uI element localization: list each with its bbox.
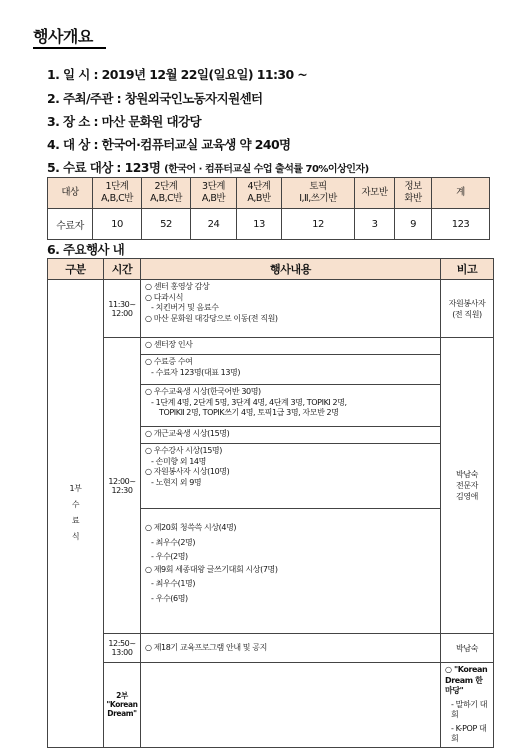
note-cell: 박남숙	[441, 634, 494, 663]
content-block: ○ 개근교육생 시상(15명)	[141, 427, 440, 444]
info-line-host: 2. 주최/주관 : 창원외국인노동자지원센터	[47, 91, 263, 106]
note-cell: 박남숙 전문자 김영애	[441, 338, 494, 634]
header-cell: 2단계 A,B,C반	[142, 178, 191, 209]
table-row	[48, 634, 494, 663]
part1-label: 1부 수 료 식	[48, 280, 104, 748]
schedule-header-row	[48, 259, 494, 280]
header-cell: 비고	[441, 259, 494, 280]
page-title: 행사개요	[33, 27, 93, 46]
value-cell: 12	[282, 209, 355, 240]
value-cell: 123	[432, 209, 490, 240]
header-cell: 행사내용	[141, 259, 441, 280]
header-cell: 3단계 A,B반	[191, 178, 237, 209]
value-cell: 52	[142, 209, 191, 240]
table-row	[48, 338, 494, 634]
table-row	[48, 663, 494, 748]
graduates-header-row	[48, 178, 490, 209]
info-line-date: 1. 일 시 : 2019년 12월 22일(일요일) 11:30 ~	[47, 67, 308, 82]
header-cell: 자모반	[355, 178, 395, 209]
value-cell: 9	[395, 209, 432, 240]
schedule-table	[47, 258, 494, 748]
info-line-graduates: 5. 수료 대상 : 123명 (한국어 · 컴퓨터교실 수업 출석률 70%이상인자)	[47, 160, 369, 175]
time-cell: 11:30~ 12:00	[104, 280, 141, 338]
content-block: ○ 제20회 청쓱쓱 시상(4명) - 최우수(2명) - 우수(2명) ○ 제9회 세종대왕 글쓰기대회 시상(7명) - 최우수(1명) - 우수(6명)	[145, 523, 278, 603]
note-cell: 자원봉사자 (전 직원)	[441, 280, 494, 338]
value-cell: 10	[93, 209, 142, 240]
time-cell: 12:50~ 13:00	[104, 634, 141, 663]
header-cell: 토픽 Ⅰ,Ⅱ,쓰기반	[282, 178, 355, 209]
content-block: ○ 센터장 인사	[141, 338, 440, 355]
content-cell: ○ 센터 홍영상 감상 ○ 다과시식 - 치킨버거 및 음료수 ○ 마산 문화원 대강당으로 이동(전 직원)	[141, 280, 441, 338]
header-cell: 정보 화반	[395, 178, 432, 209]
content-cell	[141, 338, 441, 634]
header-cell: 시간	[104, 259, 141, 280]
info-line-venue: 3. 장 소 : 마산 문화원 대강당	[47, 114, 201, 129]
time-cell	[141, 663, 441, 748]
header-cell: 대상	[48, 178, 93, 209]
content-cell: ○ 제18기 교육프로그램 안내 및 공지	[141, 634, 441, 663]
part2-label: 2부 "Korean Dream"	[104, 663, 141, 748]
header-cell: 구분	[48, 259, 104, 280]
header-cell: 계	[432, 178, 490, 209]
table-row	[48, 280, 494, 338]
header-cell: 4단계 A,B반	[237, 178, 282, 209]
graduates-value-row	[48, 209, 490, 240]
graduates-table	[47, 177, 490, 240]
info-line-target: 4. 대 상 : 한국어·컴퓨터교실 교육생 약 240명	[47, 137, 291, 152]
value-cell: 24	[191, 209, 237, 240]
header-cell: 1단계 A,B,C반	[93, 178, 142, 209]
content-block: ○ 수료증 수여 - 수료자 123명(대표 13명)	[141, 355, 440, 385]
value-cell: 3	[355, 209, 395, 240]
value-cell: 수료자	[48, 209, 93, 240]
content-cell: ○ "Korean Dream 한마당" - 말하기 대회 - K-POP 대회	[441, 663, 494, 748]
value-cell: 13	[237, 209, 282, 240]
time-cell: 12:00~ 12:30	[104, 338, 141, 634]
title-underline	[33, 47, 106, 49]
content-block: ○ 우수교육생 시상(한국어반 30명) - 1단계 4명, 2단계 5명, 3단계 4명, 4단계 3명, TOPIKⅠ 2명, TOPIKⅡ 2명, TOPIK쓰기 4명, 토픽1급 3명, 자모반 2명	[141, 385, 440, 427]
section-heading: 6. 주요행사 내	[47, 242, 125, 257]
content-block: ○ 우수강사 시상(15명) - 손미향 외 14명 ○ 자원봉사자 시상(10명) - 노현지 외 9명	[141, 444, 440, 509]
